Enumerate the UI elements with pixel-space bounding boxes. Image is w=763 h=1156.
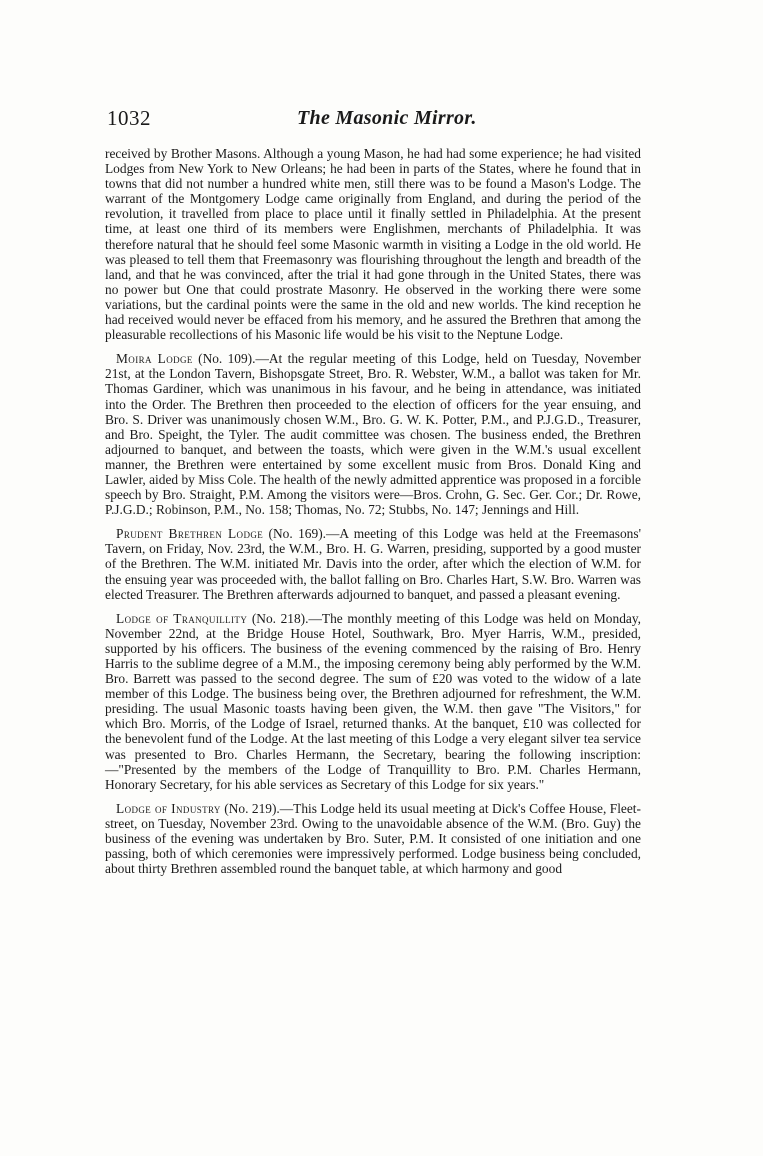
lodge-report-moira: [105, 351, 641, 517]
lodge-report-prudent-brethren: [105, 526, 641, 601]
article-body: [105, 146, 641, 876]
report-text: —The monthly meeting of this Lodge was held on Monday, November 22nd, at the Bridge House Hotel, Southwark, Bro. Myer Harris, W.M., presided, supported by his officers. The business of the evening commenced by the raising of Bro. Henry Harris to the sublime degree of a M.M., the imposing ceremony being ably performed by the W.M. Bro. Barrett was passed to the second degree. The sum of £20 was voted to the widow of a late member of this Lodge. The business being over, the Brethren adjourned for refreshment, the W.M. presiding. The usual Masonic toasts having been given, the W.M. then gave "The Visitors," for which Bro. Morris, of the Lodge of Israel, returned thanks. At the banquet, £10 was collected for the benevolent fund of the Lodge. At the last meeting of this Lodge a very elegant silver tea service was presented to Bro. Charles Hermann, the Secretary, bearing the following inscription:—"Presented by the members of the Lodge of Tranquillity to Bro. P.M. Charles Hermann, Honorary Secretary, for his able services as Secretary of this Lodge for six years.": [105, 610, 642, 792]
lodge-report-industry: [105, 801, 641, 876]
report-text: —A meeting of this Lodge was held at the Freemasons' Tavern, on Friday, Nov. 23rd, the W.M., Bro. H. G. Warren, presiding, supported by a good muster of the Brethren. The W.M. initiated Mr. Davis into the order, after which the election of W.M. for the ensuing year was proceeded with, the ballot falling on Bro. Charles Hart, S.W. Bro. Warren was elected Treasurer. The Brethren afterwards adjourned to banquet, and passed a pleasant evening.: [105, 526, 641, 602]
lodge-name: Lodge of Tranquillity: [116, 610, 248, 626]
running-title: The Masonic Mirror.: [297, 107, 477, 129]
lodge-report-tranquillity: [105, 611, 641, 792]
lodge-number: (No. 109).: [192, 351, 256, 367]
page-header: [107, 106, 652, 134]
lodge-name: Prudent Brethren Lodge: [116, 526, 264, 542]
lodge-name: Lodge of Industry: [116, 800, 221, 816]
lodge-number: (No. 218).: [247, 610, 309, 626]
report-text: —This Lodge held its usual meeting at Dick's Coffee House, Fleet-street, on Tuesday, November 23rd. Owing to the unavoidable absence of the W.M. (Bro. Guy) the business of the evening was undertaken by Bro. Suter, P.M. It consisted of one initiation and one passing, both of which ceremonies were impressively performed. Lodge business being concluded, about thirty Brethren assembled round the banquet table, at which harmony and good: [105, 800, 641, 877]
intro-paragraph: received by Brother Masons. Although a young Mason, he had had some experience; he had visited Lodges from New York to New Orleans; he had been in parts of the States, where he found that in towns that did not number a hundred white men, still there was to be found a Mason's Lodge. The warrant of the Montgomery Lodge came originally from England, and during the period of the revolution, it travelled from place to place until it finally settled in Philadelphia. At the present time, at least one third of its members were Englishmen, merchants of Philadelphia. It was therefore natural that he should feel some Masonic warmth in visiting a Lodge in the old world. He was pleased to tell them that Freemasonry was flourishing throughout the length and breadth of the land, and that he was convinced, after the trial it had gone through in the United States, there was no power but One that could prostrate Masonry. He observed in the working there were some variations, but the cardinal points were the same in the old and new worlds. The kind reception he had received would never be effaced from his memory, and he assured the Brethren that among the pleasurable recollections of his Masonic life would be his visit to the Neptune Lodge.: [105, 146, 641, 343]
lodge-number: (No. 219).: [220, 800, 280, 816]
lodge-number: (No. 169).: [263, 526, 326, 542]
lodge-name: Moira Lodge: [116, 351, 193, 367]
page-number: 1032: [107, 106, 151, 130]
report-text: —At the regular meeting of this Lodge, held on Tuesday, November 21st, at the London Tavern, Bishopsgate Street, Bro. R. Webster, W.M., a ballot was taken for Mr. Thomas Gardiner, which was unanimous in his favour, and he being in attendance, was initiated into the Order. The Brethren then proceeded to the election of officers for the year ensuing, and Bro. S. Driver was unanimously chosen W.M., Bro. G. W. K. Potter, P.M., and P.J.G.D., Treasurer, and Bro. Speight, the Tyler. The audit committee was chosen. The business ended, the Brethren adjourned to banquet, and between the toasts, which were given in the W.M.'s usual excellent manner, the Brethren were entertained by some excellent music from Bros. Donald King and Lawler, aided by Miss Cole. The health of the newly admitted apprentice was proposed in a forcible speech by Bro. Straight, P.M. Among the visitors were—Bros. Crohn, G. Sec. Ger. Cor.; Dr. Rowe, P.J.G.D.; Robinson, P.M., No. 158; Thomas, No. 72; Stubbs, No. 147; Jennings and Hill.: [105, 351, 641, 518]
